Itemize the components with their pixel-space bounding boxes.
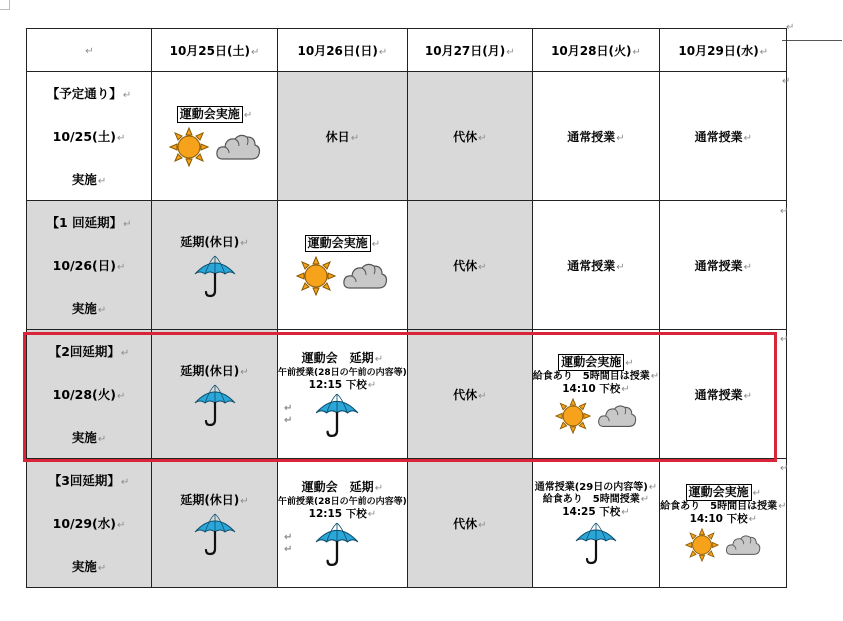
paragraph-mark-icon: ↵ bbox=[371, 238, 381, 250]
sun-icon bbox=[685, 528, 719, 562]
cell-event-postponed bbox=[278, 459, 408, 588]
paragraph-mark-icon: ↵ bbox=[97, 563, 107, 574]
paragraph-mark-icon: ↵ bbox=[122, 90, 132, 101]
paragraph-mark-icon: ↵ bbox=[616, 261, 625, 273]
header-date-1 bbox=[152, 29, 278, 72]
row-label-line: 実施 bbox=[71, 430, 97, 445]
event-title: 運動会実施 bbox=[558, 354, 624, 371]
paragraph-mark-icon: ↵ bbox=[786, 22, 795, 33]
umbrella-icon bbox=[193, 383, 237, 427]
sun-icon bbox=[555, 398, 591, 434]
paragraph-mark-icon: ↵ bbox=[116, 520, 126, 531]
cell-text: 給食あり 5時間授業 bbox=[542, 493, 640, 505]
paragraph-mark-icon: ↵ bbox=[478, 390, 487, 402]
paragraph-mark-icon: ↵ bbox=[748, 514, 758, 525]
paragraph-mark-icon: ↵ bbox=[743, 132, 752, 144]
margin-line bbox=[782, 40, 842, 41]
paragraph-mark-icon: ↵ bbox=[625, 358, 634, 369]
row-label-cell bbox=[27, 459, 152, 588]
paragraph-mark-icon: ↵ bbox=[752, 488, 761, 499]
paragraph-mark-icon: ↵ bbox=[97, 434, 107, 445]
cell-text: 14:10 下校 bbox=[689, 513, 748, 525]
row-label-date: 10/29(水) bbox=[52, 516, 116, 531]
cell-text: 延期(休日) bbox=[180, 363, 240, 378]
row-label-line: 実施 bbox=[71, 172, 97, 187]
cell-substitute-holiday bbox=[407, 459, 532, 588]
cell-text: 代休 bbox=[453, 516, 478, 531]
cell-text: 通常授業 bbox=[567, 129, 616, 144]
umbrella-icon bbox=[314, 521, 360, 567]
paragraph-mark-icon: ↵ bbox=[350, 132, 360, 144]
cell-text: 12:15 下校 bbox=[308, 507, 367, 520]
cell-substitute-holiday bbox=[407, 330, 532, 459]
header-corner bbox=[27, 29, 152, 72]
cell-normal-class bbox=[660, 330, 787, 459]
cell-normal-class-special bbox=[532, 459, 659, 588]
cell-text: 14:25 下校 bbox=[562, 505, 621, 518]
cell-event bbox=[152, 72, 278, 201]
cell-text: 休日 bbox=[325, 129, 350, 144]
paragraph-mark-icon: ↵ bbox=[367, 508, 377, 520]
row-label-line: 【3回延期】 bbox=[48, 473, 120, 488]
paragraph-mark-icon: ↵ bbox=[116, 133, 126, 144]
cell-text: 給食あり 5時間目は授業 bbox=[532, 371, 650, 382]
paragraph-mark-icon: ↵ bbox=[120, 477, 130, 488]
cell-postponed bbox=[152, 201, 278, 330]
paragraph-mark-icon: ↵ bbox=[640, 493, 650, 505]
header-date-5 bbox=[660, 29, 787, 72]
cloud-icon bbox=[215, 131, 261, 163]
row-label-date: 10/26(日) bbox=[52, 258, 116, 273]
row-label-line: 実施 bbox=[71, 559, 97, 574]
paragraph-mark-icon: ↵ bbox=[116, 391, 126, 402]
paragraph-mark-icon: ↵ bbox=[240, 495, 249, 507]
paragraph-mark-icon: ↵ bbox=[116, 262, 126, 273]
row-label-line: 実施 bbox=[71, 301, 97, 316]
paragraph-mark-icon: ↵ bbox=[284, 543, 293, 555]
cell-event bbox=[278, 201, 408, 330]
paragraph-mark-icon: ↵ bbox=[506, 46, 515, 58]
header-label: 10月29日(水) bbox=[678, 43, 759, 58]
paragraph-mark-icon: ↵ bbox=[243, 109, 253, 121]
umbrella-icon bbox=[193, 254, 237, 298]
cell-text: 代休 bbox=[453, 387, 478, 402]
cell-text: 給食あり 5時間目は授業 bbox=[660, 501, 778, 512]
sun-icon bbox=[169, 127, 209, 167]
paragraph-mark-icon: ↵ bbox=[250, 46, 260, 58]
paragraph-mark-icon: ↵ bbox=[478, 261, 487, 273]
paragraph-mark-icon: ↵ bbox=[616, 132, 625, 144]
cell-postponed bbox=[152, 330, 278, 459]
row-label-date: 10/25(土) bbox=[52, 129, 116, 144]
cell-text: 通常授業 bbox=[694, 258, 743, 273]
cell-event-postponed bbox=[278, 330, 408, 459]
cell-normal-class bbox=[660, 201, 787, 330]
event-title: 運動会実施 bbox=[686, 484, 752, 501]
cell-text: 14:10 下校 bbox=[562, 383, 621, 395]
schedule-table bbox=[26, 28, 787, 588]
table-row bbox=[27, 201, 787, 330]
paragraph-mark-icon: ↵ bbox=[284, 402, 293, 414]
paragraph-mark-icon: ↵ bbox=[621, 384, 630, 395]
cell-text: 延期(休日) bbox=[180, 492, 240, 507]
header-date-4 bbox=[532, 29, 659, 72]
row-label-date: 10/28(火) bbox=[52, 387, 116, 402]
cell-text: 12:15 下校 bbox=[308, 378, 367, 391]
row-label-cell bbox=[27, 330, 152, 459]
paragraph-mark-icon: ↵ bbox=[97, 305, 107, 316]
cell-normal-class bbox=[660, 72, 787, 201]
cell-text: 代休 bbox=[453, 129, 478, 144]
cell-text: 代休 bbox=[453, 258, 478, 273]
cell-text: 通常授業 bbox=[694, 129, 743, 144]
header-label: 10月28日(火) bbox=[551, 43, 632, 58]
cell-normal-class bbox=[532, 201, 659, 330]
paragraph-mark-icon: ↵ bbox=[97, 176, 107, 187]
paragraph-mark-icon: ↵ bbox=[648, 481, 658, 493]
paragraph-mark-icon: ↵ bbox=[780, 463, 789, 474]
cell-text: 運動会 延期 bbox=[301, 479, 374, 494]
paragraph-mark-icon: ↵ bbox=[478, 132, 487, 144]
table-row bbox=[27, 330, 787, 459]
cloud-icon bbox=[342, 260, 388, 292]
paragraph-mark-icon: ↵ bbox=[378, 46, 388, 58]
header-date-2 bbox=[278, 29, 408, 72]
paragraph-mark-icon: ↵ bbox=[778, 501, 787, 512]
event-title: 運動会実施 bbox=[305, 235, 371, 252]
paragraph-mark-icon: ↵ bbox=[759, 46, 769, 58]
umbrella-icon bbox=[193, 512, 237, 556]
umbrella-icon bbox=[314, 392, 360, 438]
header-label: 10月25日(土) bbox=[169, 43, 250, 58]
paragraph-mark-icon: ↵ bbox=[284, 414, 293, 426]
cell-postponed bbox=[152, 459, 278, 588]
sun-icon bbox=[296, 256, 336, 296]
cell-substitute-holiday bbox=[407, 201, 532, 330]
cell-event bbox=[660, 459, 787, 588]
paragraph-mark-icon: ↵ bbox=[85, 46, 94, 57]
cell-text: 通常授業 bbox=[567, 258, 616, 273]
cell-text: 通常授業(29日の内容等) bbox=[534, 481, 648, 493]
row-label-cell bbox=[27, 201, 152, 330]
paragraph-mark-icon: ↵ bbox=[632, 46, 641, 58]
paragraph-mark-icon: ↵ bbox=[743, 390, 752, 402]
cell-holiday bbox=[278, 72, 408, 201]
paragraph-mark-icon: ↵ bbox=[367, 379, 377, 391]
cloud-icon bbox=[725, 532, 761, 558]
umbrella-icon bbox=[574, 521, 618, 565]
paragraph-mark-icon: ↵ bbox=[478, 519, 487, 531]
row-label-line: 【1 回延期】 bbox=[46, 215, 123, 230]
header-label: 10月27日(月) bbox=[424, 43, 506, 58]
header-row bbox=[27, 29, 787, 72]
paragraph-mark-icon: ↵ bbox=[284, 531, 293, 543]
paragraph-mark-icon: ↵ bbox=[123, 219, 132, 230]
paragraph-mark-icon: ↵ bbox=[374, 482, 384, 494]
cell-substitute-holiday bbox=[407, 72, 532, 201]
cell-text: 午前授業(28日の午前の内容等) bbox=[278, 367, 407, 378]
header-date-3 bbox=[407, 29, 532, 72]
paragraph-mark-icon: ↵ bbox=[240, 366, 249, 378]
cloud-icon bbox=[597, 402, 637, 430]
cell-text: 運動会 延期 bbox=[301, 350, 374, 365]
paragraph-mark-icon: ↵ bbox=[743, 261, 752, 273]
row-label-line: 【予定通り】 bbox=[46, 86, 122, 101]
event-title: 運動会実施 bbox=[177, 106, 243, 123]
paragraph-mark-icon: ↵ bbox=[621, 506, 630, 518]
cell-event bbox=[532, 330, 659, 459]
cell-text: 通常授業 bbox=[694, 387, 743, 402]
header-label: 10月26日(日) bbox=[297, 43, 378, 58]
cell-text: 午前授業(28日の午前の内容等) bbox=[278, 496, 407, 507]
row-label-cell bbox=[27, 72, 152, 201]
row-label-line: 【2回延期】 bbox=[48, 344, 120, 359]
table-row bbox=[27, 72, 787, 201]
table-row bbox=[27, 459, 787, 588]
paragraph-mark-icon: ↵ bbox=[240, 237, 249, 249]
paragraph-mark-icon: ↵ bbox=[650, 371, 660, 382]
paragraph-mark-icon: ↵ bbox=[374, 353, 384, 365]
paragraph-mark-icon: ↵ bbox=[780, 334, 789, 345]
cell-text: 延期(休日) bbox=[180, 234, 240, 249]
paragraph-mark-icon: ↵ bbox=[780, 206, 789, 217]
page-corner-mark bbox=[0, 0, 10, 10]
paragraph-mark-icon: ↵ bbox=[120, 348, 130, 359]
paragraph-mark-icon: ↵ bbox=[782, 76, 791, 87]
cell-normal-class bbox=[532, 72, 659, 201]
